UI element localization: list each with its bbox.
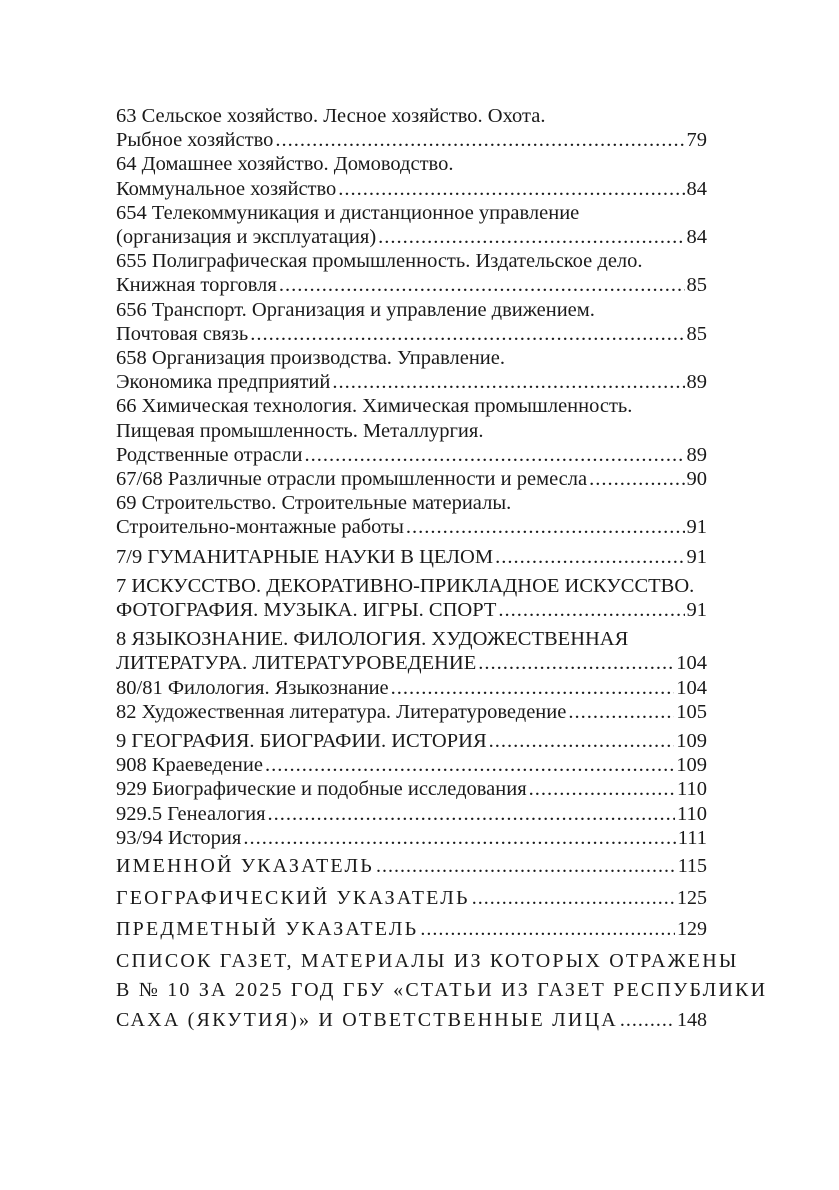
toc-entry-title: 656 Транспорт. Организация и управление движением.: [116, 298, 595, 321]
toc-entry-line: [116, 676, 707, 700]
toc-entry-title: ГЕОГРАФИЧЕСКИЙ УКАЗАТЕЛЬ: [116, 886, 470, 909]
dot-leader: [406, 515, 685, 539]
toc-page-number: 148: [677, 1008, 707, 1031]
toc-entry[interactable]: [116, 915, 707, 945]
toc-entry-title: 69 Строительство. Строительные материалы.: [116, 492, 512, 515]
toc-entry-line: [116, 298, 707, 322]
dot-leader: [529, 777, 675, 801]
toc-entry[interactable]: [116, 467, 707, 491]
toc-entry-title: ФОТОГРАФИЯ. МУЗЫКА. ИГРЫ. СПОРТ: [116, 599, 497, 622]
toc-page-number: 85: [686, 322, 707, 345]
toc-entry-line: [116, 152, 707, 176]
toc-entry-line: [116, 419, 707, 443]
toc-entry-title: 9 ГЕОГРАФИЯ. БИОГРАФИИ. ИСТОРИЯ: [116, 730, 487, 753]
toc-entry[interactable]: [116, 852, 707, 882]
dot-leader: [243, 826, 675, 850]
dot-leader: [250, 322, 684, 346]
toc-page-number: 104: [676, 676, 707, 699]
toc-entry[interactable]: [116, 394, 707, 467]
toc-entry-line: [116, 201, 707, 225]
dot-leader: [495, 545, 684, 569]
dot-leader: [478, 651, 674, 675]
toc-entry-title: Рыбное хозяйство: [116, 129, 274, 152]
dot-leader: [498, 598, 684, 622]
toc-entry[interactable]: [116, 491, 707, 539]
dot-leader: [420, 915, 675, 945]
dot-leader: [376, 852, 676, 882]
toc-entry-title: ИМЕННОЙ УКАЗАТЕЛЬ: [116, 855, 374, 878]
toc-entry-title: 93/94 История: [116, 826, 242, 849]
toc-entry-line: [116, 104, 707, 128]
toc-entry-title: ЛИТЕРАТУРА. ЛИТЕРАТУРОВЕДЕНИЕ: [116, 652, 477, 675]
toc-entry-line: [116, 225, 707, 249]
toc-entry-title: СПИСОК ГАЗЕТ, МАТЕРИАЛЫ ИЗ КОТОРЫХ ОТРАЖЕНЫ: [116, 949, 739, 972]
toc-entry[interactable]: [116, 826, 707, 850]
toc-entry-line: [116, 394, 707, 418]
toc-entry-line: [116, 915, 707, 945]
toc-page-number: 111: [677, 826, 707, 849]
toc-entry-title: 7 ИСКУССТВО. ДЕКОРАТИВНО-ПРИКЛАДНОЕ ИСКУССТВО.: [116, 574, 695, 597]
toc-entry-line: [116, 947, 739, 977]
toc-page-number: 84: [686, 177, 707, 200]
toc-page-number: 109: [676, 754, 707, 777]
toc-entry-title: Пищевая промышленность. Металлургия.: [116, 419, 484, 442]
toc-entry-title: 80/81 Филология. Языкознание: [116, 676, 389, 699]
dot-leader: [268, 802, 675, 826]
toc-entry[interactable]: [116, 249, 707, 297]
toc-entry-title: ПРЕДМЕТНЫЙ УКАЗАТЕЛЬ: [116, 918, 419, 941]
dot-leader: [589, 467, 684, 491]
toc-entry-line: [116, 545, 707, 569]
toc-entry-line: [116, 322, 707, 346]
toc-entry-line: [116, 627, 707, 651]
dot-leader: [489, 729, 675, 753]
dot-leader: [275, 128, 684, 152]
toc-page-number: 110: [677, 802, 707, 825]
toc-entry-line: [116, 273, 707, 297]
dot-leader: [378, 225, 684, 249]
toc-entry-title: Экономика предприятий: [116, 371, 331, 394]
toc-entry[interactable]: [116, 574, 707, 622]
toc-entry-line: [116, 443, 707, 467]
toc-page-number: 79: [686, 129, 707, 152]
toc-entry[interactable]: [116, 201, 707, 249]
toc-entry-line: [116, 346, 707, 370]
toc-entry-title: 67/68 Различные отрасли промышленности и ремесла: [116, 468, 588, 491]
toc-entry-title: Почтовая связь: [116, 322, 249, 345]
toc-entry-title: 654 Телекоммуникация и дистанционное управление: [116, 201, 580, 224]
toc-entry-title: 64 Домашнее хозяйство. Домоводство.: [116, 153, 454, 176]
toc-entry[interactable]: [116, 298, 707, 346]
toc-entry[interactable]: [116, 346, 707, 394]
toc-page-number: 91: [686, 516, 707, 539]
toc-entry-line: [116, 128, 707, 152]
toc-page-number: 91: [686, 599, 707, 622]
toc-entry-line: [116, 574, 707, 598]
toc-entry[interactable]: [116, 729, 707, 753]
toc-entry-line: [116, 753, 707, 777]
toc-entry-title: 655 Полиграфическая промышленность. Издательское дело.: [116, 250, 643, 273]
toc-entry-title: Строительно-монтажные работы: [116, 516, 404, 539]
toc-entry-title: 7/9 ГУМАНИТАРНЫЕ НАУКИ В ЦЕЛОМ: [116, 545, 494, 568]
dot-leader: [568, 700, 674, 724]
toc-page-number: 91: [686, 545, 707, 568]
toc-entry-title: Родственные отрасли: [116, 443, 303, 466]
toc-entry-title: САХА (ЯКУТИЯ)» И ОТВЕТСТВЕННЫЕ ЛИЦА: [116, 1008, 618, 1031]
toc-page-number: 84: [686, 226, 707, 249]
dot-leader: [338, 177, 684, 201]
toc-entry-title: 82 Художественная литература. Литературоведение: [116, 700, 567, 723]
toc-entry-title: 63 Сельское хозяйство. Лесное хозяйство. Охота.: [116, 105, 546, 127]
toc-page-number: 90: [686, 468, 707, 491]
toc-entry-line: [116, 729, 707, 753]
toc-entry[interactable]: [116, 700, 707, 724]
toc-page-number: 125: [677, 886, 707, 909]
toc-entry-title: 929.5 Генеалогия: [116, 802, 266, 825]
toc-entry-line: [116, 777, 707, 801]
toc-page-number: 104: [676, 652, 707, 675]
toc-page-number: 89: [686, 371, 707, 394]
table-of-contents: [116, 104, 768, 1035]
toc-entry-line: [116, 976, 768, 1006]
dot-leader: [620, 1006, 675, 1036]
dot-leader: [472, 884, 675, 914]
toc-entry-line: [116, 249, 707, 273]
dot-leader: [391, 676, 675, 700]
toc-entry-title: 929 Биографические и подобные исследования: [116, 778, 527, 801]
toc-page-number: 115: [677, 855, 707, 878]
toc-entry-line: [116, 826, 707, 850]
toc-entry[interactable]: [116, 777, 707, 801]
toc-entry-line: [116, 491, 707, 515]
toc-entry-line: [116, 467, 707, 491]
toc-page-number: 109: [676, 730, 707, 753]
toc-entry[interactable]: [116, 545, 707, 569]
toc-entry[interactable]: [116, 676, 707, 700]
toc-entry-line: [116, 700, 707, 724]
toc-entry-title: 8 ЯЗЫКОЗНАНИЕ. ФИЛОЛОГИЯ. ХУДОЖЕСТВЕННАЯ: [116, 628, 629, 651]
toc-entry-line: [116, 177, 707, 201]
toc-page-number: 89: [686, 443, 707, 466]
toc-entry-line: [116, 370, 707, 394]
dot-leader: [304, 443, 684, 467]
toc-entry[interactable]: [116, 802, 707, 826]
toc-entry-title: 658 Организация производства. Управление.: [116, 347, 505, 370]
toc-page-number: 129: [677, 918, 707, 941]
toc-entry-title: В № 10 ЗА 2025 ГОД ГБУ «СТАТЬИ ИЗ ГАЗЕТ РЕСПУБЛИКИ: [116, 979, 768, 1002]
toc-entry-line: [116, 1006, 707, 1036]
toc-entry[interactable]: [116, 947, 768, 1036]
toc-entry-line: [116, 598, 707, 622]
toc-page-number: 110: [677, 778, 707, 801]
toc-entry[interactable]: [116, 152, 707, 200]
toc-entry[interactable]: [116, 627, 707, 675]
toc-entry-line: [116, 802, 707, 826]
toc-entry-title: Книжная торговля: [116, 274, 277, 297]
toc-entry-title: (организация и эксплуатация): [116, 226, 377, 249]
dot-leader: [332, 370, 684, 394]
toc-entry[interactable]: [116, 753, 707, 777]
toc-entry-title: 66 Химическая технология. Химическая промышленность.: [116, 395, 633, 418]
toc-entry[interactable]: [116, 884, 707, 914]
toc-entry[interactable]: [116, 104, 707, 152]
toc-entry-line: [116, 852, 707, 882]
toc-page-number: 105: [676, 700, 707, 723]
toc-entry-line: [116, 515, 707, 539]
toc-entry-title: 908 Краеведение: [116, 754, 263, 777]
toc-entry-line: [116, 884, 707, 914]
toc-page-number: 85: [686, 274, 707, 297]
dot-leader: [265, 753, 674, 777]
dot-leader: [279, 273, 685, 297]
toc-entry-title: Коммунальное хозяйство: [116, 177, 337, 200]
toc-entry-line: [116, 651, 707, 675]
